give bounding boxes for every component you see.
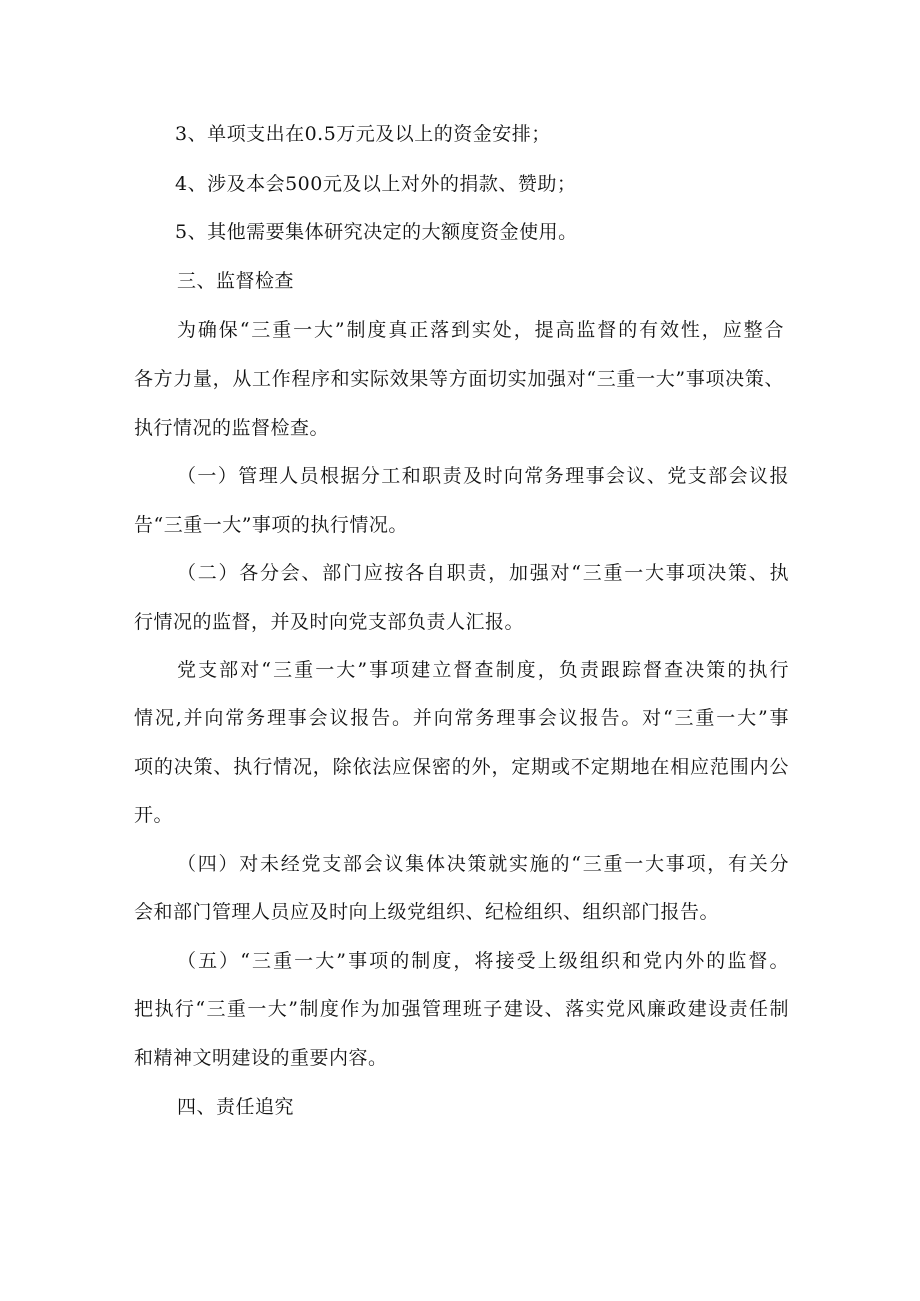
- paragraph-line: 开。: [134, 804, 174, 826]
- section-heading-4: 四、责任追究: [177, 1096, 295, 1118]
- paragraph-line: 行情况的监督，并及时向党支部负责人汇报。: [134, 611, 525, 633]
- paragraph-line: （四）对未经党支部会议集体决策就实施的“三重一大事项，有关分: [177, 853, 789, 875]
- paragraph-line: 把执行“三重一大”制度作为加强管理班子建设、落实党风廉政建设责任制: [134, 998, 789, 1020]
- paragraph-line: 党支部对“三重一大”事项建立督查制度，负责跟踪督查决策的执行: [177, 659, 789, 681]
- paragraph-line: （五）“三重一大”事项的制度，将接受上级组织和党内外的监督。: [177, 950, 789, 972]
- paragraph-line: 为确保“三重一大”制度真正落到实处，提高监督的有效性，应整合: [177, 319, 784, 341]
- paragraph-line: 和精神文明建设的重要内容。: [134, 1047, 388, 1069]
- item-4: 4、涉及本会500元及以上对外的捐款、赞助；: [175, 173, 577, 195]
- paragraph-line: 项的决策、执行情况，除依法应保密的外，定期或不定期地在相应范围内公: [134, 756, 789, 778]
- paragraph-line: 各方力量，从工作程序和实际效果等方面切实加强对“三重一大”事项决策、: [134, 368, 784, 390]
- paragraph-line: 告“三重一大”事项的执行情况。: [134, 514, 408, 536]
- item-3: 3、单项支出在0.5万元及以上的资金安排；: [175, 123, 551, 145]
- item-5: 5、其他需要集体研究决定的大额度资金使用。: [175, 221, 578, 243]
- paragraph-line: 执行情况的监督检查。: [134, 417, 330, 439]
- paragraph-line: （二）各分会、部门应按各自职责，加强对“三重一大事项决策、执: [177, 562, 789, 584]
- paragraph-line: （一）管理人员根据分工和职责及时向常务理事会议、党支部会议报: [177, 465, 789, 487]
- paragraph-line: 情况,并向常务理事会议报告。并向常务理事会议报告。对“三重一大”事: [134, 707, 789, 729]
- section-heading-3: 三、监督检查: [177, 270, 295, 292]
- paragraph-line: 会和部门管理人员应及时向上级党组织、纪检组织、组织部门报告。: [134, 901, 720, 923]
